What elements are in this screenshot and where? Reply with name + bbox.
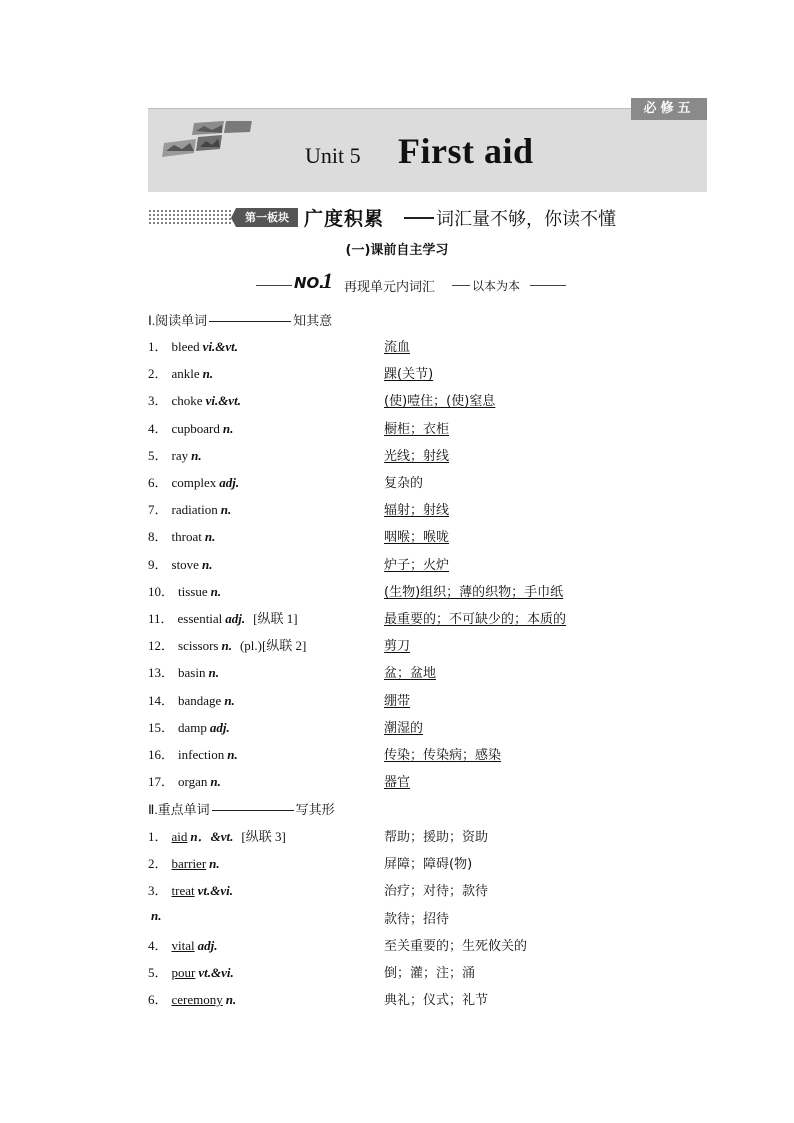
entry-number: 14． (148, 692, 175, 708)
no-title: 再现单元内词汇 (344, 280, 436, 295)
vocab-entry (148, 445, 708, 465)
unit-label: Unit 5 (305, 143, 361, 168)
entry-part-of-speech: n. (208, 665, 219, 681)
entry-number: 4． (148, 937, 168, 953)
entry-word: tissue (178, 583, 208, 599)
entry-part-of-speech: adj. (197, 937, 218, 953)
vocab-entry (148, 363, 708, 383)
entry-meaning: 盆；盆地 (384, 666, 437, 682)
vocab-entry (148, 662, 708, 682)
entry-word-column (148, 472, 239, 491)
entry-part-of-speech: adj. (219, 475, 240, 490)
entry-part-of-speech: vi.&vt. (205, 393, 241, 409)
entry-word: stove (171, 556, 199, 572)
entry-number: 1． (148, 829, 168, 844)
entry-part-of-speech: n. (220, 502, 232, 518)
entry-meaning: 潮湿的 (384, 720, 424, 736)
divider-middle (452, 285, 470, 286)
vocab-entry (148, 472, 708, 492)
part-title: 阅读单词 (155, 314, 208, 329)
section-dot-pattern (148, 209, 232, 225)
vocab-entry (148, 962, 708, 982)
entry-meaning: 最重要的；不可缺少的；本质的 (384, 612, 567, 627)
entry-part-of-speech: n. (227, 747, 238, 762)
entry-word: scissors (178, 638, 219, 654)
entry-word-column (148, 499, 231, 518)
section-title: 广度积累 (304, 208, 385, 230)
vocab-entry (148, 336, 708, 356)
entry-part-of-speech: n. (221, 638, 232, 654)
entry-word: organ (178, 774, 208, 790)
vocab-entry (148, 526, 708, 546)
entry-number: 6． (148, 475, 168, 490)
entry-number: 11． (148, 611, 174, 626)
entry-number: 13． (148, 665, 175, 681)
entry-word-column (148, 554, 212, 573)
entry-word-column (148, 526, 215, 545)
entry-word-column (148, 662, 219, 681)
entry-meaning: 屏障；障碍(物) (384, 857, 473, 873)
entry-meaning: 传染；传染病；感染 (384, 748, 502, 763)
entry-word: essential (177, 611, 223, 626)
entry-part-of-speech: vt.&vi. (197, 883, 233, 899)
book-tab: 必修五 (631, 98, 707, 120)
entry-word: ray (171, 447, 189, 463)
entry-word-column (148, 908, 161, 924)
entry-part-of-speech: n. (201, 556, 213, 572)
entry-meaning: 器官 (384, 775, 411, 791)
entry-meaning: 绷带 (384, 693, 411, 709)
entry-part-of-speech: n. (224, 692, 235, 708)
section-subtitle: 词汇量不够，你读不懂 (436, 209, 616, 230)
entry-tag: (pl.)[纵联 2] (239, 638, 307, 654)
entry-word-column (148, 418, 233, 437)
entry-word: throat (171, 529, 202, 545)
entry-number: 17． (148, 774, 175, 790)
entry-meaning: 典礼；仪式；礼节 (384, 993, 489, 1009)
vocab-entry (148, 826, 708, 846)
vocab-entry (148, 771, 708, 791)
part-rule (209, 321, 291, 322)
entry-part-of-speech: n．&vt. (190, 829, 234, 844)
entry-word: ceremony (171, 992, 223, 1008)
divider-right (530, 285, 566, 286)
sub-heading: (一)课前自主学习 (345, 243, 449, 258)
entry-word: vital (171, 937, 195, 953)
entry-tag: [纵联 1] (253, 611, 298, 626)
entry-word: complex (171, 475, 217, 490)
entry-word-column (148, 690, 235, 709)
entry-word-column (148, 581, 221, 600)
part-suffix: 写其形 (295, 803, 335, 818)
entry-word-column (148, 390, 241, 409)
no-number: 1 (322, 268, 333, 293)
entry-number: 2． (148, 366, 168, 382)
entry-word-column (148, 853, 220, 872)
vocab-entry (148, 635, 708, 655)
entry-part-of-speech: n. (202, 366, 214, 382)
part-title: 重点单词 (157, 803, 210, 818)
entry-number: 5． (148, 447, 168, 463)
entry-number: 2． (148, 856, 168, 872)
entry-meaning: 至关重要的；生死攸关的 (384, 938, 528, 954)
entry-word-column (148, 744, 238, 763)
entry-word-column (148, 445, 202, 464)
vocab-entry (148, 989, 708, 1009)
entry-meaning: 剪刀 (384, 639, 411, 655)
entry-word: radiation (171, 502, 218, 518)
vocab-entry (148, 581, 708, 601)
entry-word: choke (171, 393, 203, 409)
entry-word-column (148, 608, 298, 627)
entry-number: 6． (148, 992, 168, 1008)
entry-word-column (148, 962, 234, 981)
entry-word: damp (178, 719, 207, 735)
entry-word-column (148, 336, 238, 355)
entry-part-of-speech: n. (209, 856, 220, 872)
no-tail: 以本为本 (472, 279, 521, 293)
entry-meaning: 流血 (384, 340, 411, 355)
vocab-entry (148, 554, 708, 574)
entry-word: bandage (178, 692, 222, 708)
entry-number: 12． (148, 638, 175, 654)
entry-part-of-speech: n. (204, 529, 216, 545)
entry-part-of-speech: adj. (209, 719, 230, 735)
entry-word-column (148, 635, 306, 654)
entry-part-of-speech: n. (210, 774, 221, 790)
vocab-entry (148, 608, 708, 628)
vocab-entry (148, 880, 708, 900)
entry-part-of-speech: n. (151, 907, 162, 923)
entry-meaning: 治疗；对待；款待 (384, 884, 489, 900)
entry-word-column (148, 989, 236, 1008)
entry-part-of-speech: n. (222, 420, 234, 436)
entry-meaning: 款待；招待 (384, 911, 450, 927)
entry-word: pour (171, 965, 196, 980)
entry-meaning: 踝(关节) (384, 367, 434, 383)
entry-word: basin (178, 665, 206, 681)
vocab-entry (148, 744, 708, 764)
entry-number: 9． (148, 556, 168, 572)
entry-meaning: 倒；灌；注；涌 (384, 966, 476, 981)
entry-meaning: 辐射；射线 (384, 503, 450, 519)
entry-number: 3． (148, 393, 168, 409)
entry-word: ankle (171, 366, 200, 382)
entry-part-of-speech: n. (210, 583, 222, 599)
vocab-entry (148, 499, 708, 519)
entry-meaning: 复杂的 (384, 476, 424, 491)
no-label: NO. (294, 274, 325, 292)
part-suffix: 知其意 (293, 314, 333, 329)
entry-word: treat (171, 883, 195, 899)
entry-word-column (148, 363, 213, 382)
entry-meaning: (使)噎住；(使)窒息 (384, 394, 496, 410)
vocab-entry (148, 935, 708, 955)
entry-number: 5． (148, 965, 168, 980)
vocab-entry (148, 418, 708, 438)
entry-meaning: (生物)组织；薄的织物；手巾纸 (384, 584, 564, 600)
entry-number: 3． (148, 883, 168, 899)
entry-part-of-speech: n. (191, 447, 202, 463)
entry-word-column (148, 771, 221, 790)
entry-meaning: 橱柜；衣柜 (384, 421, 450, 437)
section-dash (404, 217, 434, 219)
entry-meaning: 帮助；援助；资助 (384, 830, 489, 845)
vocab-entry (148, 390, 708, 410)
entry-word: cupboard (171, 420, 220, 436)
entry-part-of-speech: vi.&vt. (202, 339, 239, 354)
section-tag: 第一板块 (236, 208, 298, 227)
vocab-entry (148, 690, 708, 710)
part-rule (212, 810, 294, 811)
divider-left (256, 285, 292, 286)
vocab-entry (148, 717, 708, 737)
entry-word-column (148, 935, 218, 954)
part-roman: Ⅱ. (148, 802, 158, 817)
entry-word-column (148, 826, 286, 845)
vocab-entry (148, 908, 708, 928)
landscape-photos-icon (160, 121, 255, 161)
entry-word: aid (171, 829, 188, 844)
unit-title: First aid (398, 131, 534, 171)
entry-number: 16． (148, 747, 175, 762)
entry-number: 15． (148, 719, 175, 735)
entry-number: 1． (148, 339, 168, 354)
entry-number: 7． (148, 502, 168, 518)
part-heading-reading (148, 310, 332, 329)
entry-word: barrier (171, 856, 207, 872)
entry-part-of-speech: adj. (225, 611, 246, 626)
entry-word-column (148, 717, 230, 736)
entry-number: 10． (148, 583, 175, 599)
entry-number: 8． (148, 529, 168, 545)
part-heading-key-words (148, 799, 335, 818)
entry-meaning: 光线；射线 (384, 448, 450, 464)
part-roman: Ⅰ. (148, 313, 156, 328)
entry-part-of-speech: n. (225, 992, 237, 1008)
entry-word-column (148, 880, 233, 899)
vocab-entry (148, 853, 708, 873)
entry-part-of-speech: vt.&vi. (198, 965, 234, 980)
entry-number: 4． (148, 420, 168, 436)
entry-meaning: 咽喉；喉咙 (384, 530, 450, 546)
entry-meaning: 炉子；火炉 (384, 557, 450, 573)
entry-tag: [纵联 3] (241, 829, 286, 844)
entry-word: bleed (171, 339, 200, 354)
entry-word: infection (178, 747, 225, 762)
